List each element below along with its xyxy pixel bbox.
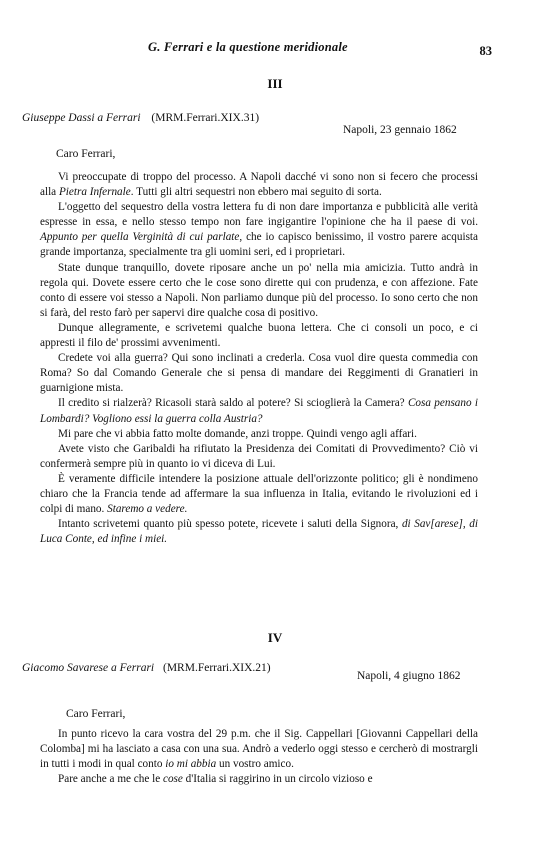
text-run: Appunto per quella Verginità di cui parlate xyxy=(40,231,240,244)
letter-4-author: Giacomo Savarese a Ferrari xyxy=(22,662,155,674)
letter-3-paragraph xyxy=(40,472,478,517)
text-run: Staremo a vedere. xyxy=(107,503,188,516)
letter-3-paragraph xyxy=(40,351,478,396)
running-head: G. Ferrari e la questione meridionale xyxy=(148,40,348,54)
text-run: Dunque allegramente, e scrivetemi qualche buona lettera. Che ci consoli un poco, e ci appresti il filo de' prossimi avvenimenti. xyxy=(40,321,478,350)
letter-3-heading xyxy=(22,112,259,124)
letter-4-date: Napoli, 4 giugno 1862 xyxy=(357,670,461,682)
text-run: Pare anche a me che le xyxy=(58,773,163,786)
text-run: , che io capisco benissimo, il vostro parere acquista grande importanza, specialmente tra gli uomini seri, ed i proprietari. xyxy=(40,231,478,259)
letter-3-paragraph xyxy=(40,427,478,442)
text-run: un vostro amico. xyxy=(216,758,294,771)
text-run: io mi abbia xyxy=(165,758,217,771)
letter-4-body xyxy=(40,727,478,787)
letter-3-paragraph xyxy=(40,321,478,351)
letter-3-paragraph xyxy=(40,170,478,200)
text-run: State dunque tranquillo, dovete riposare anche un po' nella mia amicizia. Tutto andrà in regola qui. Dovete essere certo che le cose sono dirette qui con prudenza, e con affezione. Fate conto di essere voi stesso a Napoli. Non parliamo dunque più del processo. Io sono certo che non si farà, del resto farò per sapervi dire qualche cosa di positivo. xyxy=(40,261,478,319)
text-run: di Sav[arese], di Luca Conte, ed infine i miei. xyxy=(40,518,478,546)
text-run: . Tutti gli altri sequestri non ebbero mai seguito di sorta. xyxy=(130,186,382,199)
text-run: Intanto scrivetemi quanto più spesso potete, ricevete i saluti della Signora, xyxy=(58,518,402,531)
text-run: In punto ricevo la cara vostra del 29 p.m. che il Sig. Cappellari [Giovanni Cappellari della Colomba] mi ha lasciato a casa con una sua. Andrò a vederlo oggi stesso e cercherò di mostrargli in tutti i modi in qual conto xyxy=(40,728,478,771)
letter-3-body xyxy=(40,170,478,547)
text-run: Cosa pensano i Lombardi? Vogliono essi la guerra colla Austria? xyxy=(40,397,478,425)
text-run: Pietra Infernale xyxy=(58,186,131,199)
text-run: Avete visto che Garibaldi ha rifiutato la Presidenza dei Comitati di Provvedimento? Ciò vi confermerà sempre più in quanto io vi diceva di Lui. xyxy=(40,442,478,470)
letter-3-paragraph xyxy=(40,396,478,426)
letter-3-date: Napoli, 23 gennaio 1862 xyxy=(343,124,457,136)
letter-3-paragraph xyxy=(40,517,478,547)
text-run: Mi pare che vi abbia fatto molte domande, anzi troppe. Quindi vengo agli affari. xyxy=(58,427,417,440)
letter-3-salutation: Caro Ferrari, xyxy=(56,148,116,160)
letter-4-paragraph xyxy=(40,772,478,787)
letter-3-paragraph xyxy=(40,261,478,321)
letter-4-paragraph xyxy=(40,727,478,772)
letter-4-number: IV xyxy=(267,630,283,645)
letter-3-paragraph xyxy=(40,200,478,260)
letter-4-heading xyxy=(22,662,271,674)
text-run: d'Italia si raggirino in un circolo vizioso e xyxy=(182,773,373,786)
text-run: Il credito si rialzerà? Ricasoli starà saldo al potere? Si scioglierà la Camera? xyxy=(58,397,408,410)
letter-4-source: (MRM.Ferrari.XIX.21) xyxy=(163,662,271,674)
text-run: L'oggetto del sequestro della vostra lettera fu di non dare importanza e pubblicità alle verità espresse in essa, e nello stesso tempo non fare ingigantire l'opinione che ha il paese di voi. xyxy=(40,201,478,229)
letter-3-source: (MRM.Ferrari.XIX.31) xyxy=(151,112,260,124)
page-number: 83 xyxy=(479,44,492,58)
letter-3-paragraph xyxy=(40,442,478,472)
letter-3-author: Giuseppe Dassi a Ferrari xyxy=(22,112,141,124)
letter-4-salutation: Caro Ferrari, xyxy=(66,708,126,720)
text-run: cose xyxy=(162,773,183,786)
text-run: Vi preoccupate di troppo del processo. A Napoli dacché vi sono non si fecero che processi alla xyxy=(40,171,478,199)
letter-3-number: III xyxy=(267,76,283,91)
text-run: È veramente difficile intendere la posizione attuale dell'orizzonte politico; gli è nondimeno chiaro che la Francia tende ad affermare la sua influenza in Italia, evitando le rivoluzioni ed i colpi di mano. xyxy=(40,472,478,516)
text-run: Credete voi alla guerra? Qui sono inclinati a crederla. Cosa vuol dire questa commedia con Roma? So dal Comando Generale che si pensa di mandare dei Reggimenti di Granatieri in guarnigione mista. xyxy=(40,352,478,395)
